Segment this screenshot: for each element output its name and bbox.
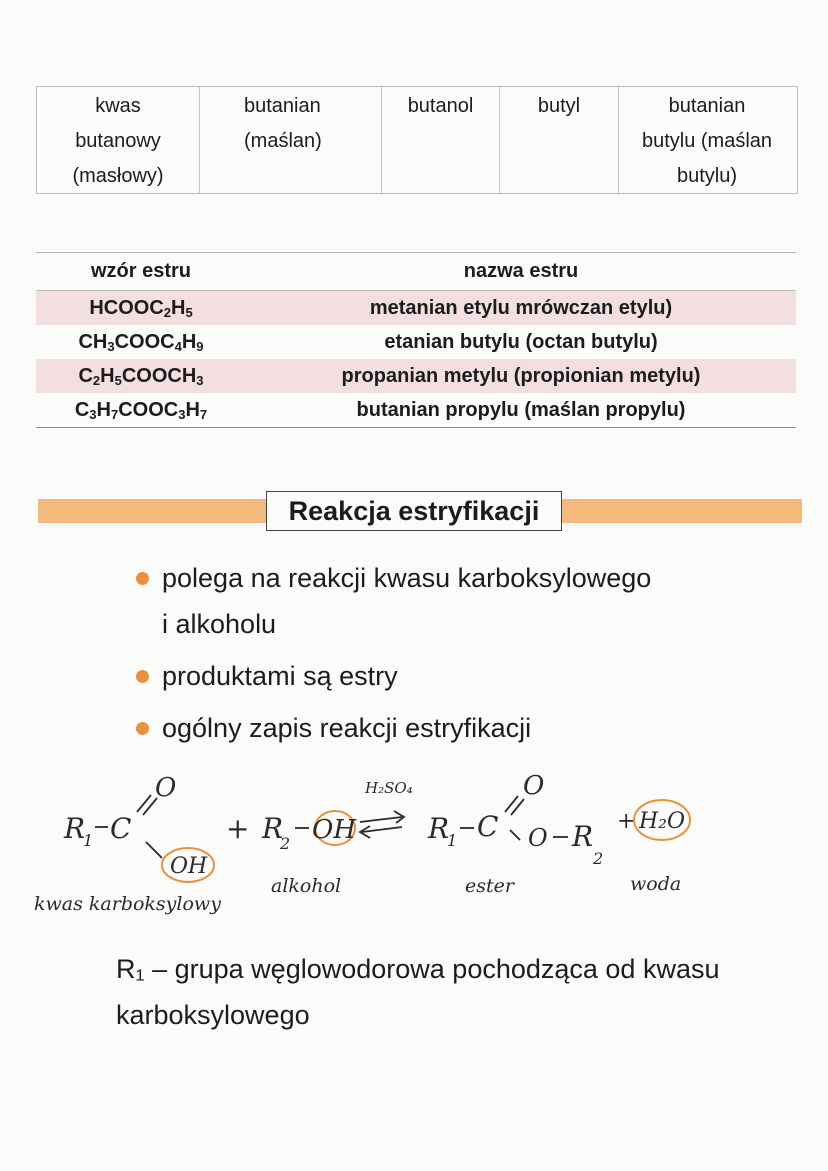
r1-subscript: 1: [83, 831, 94, 850]
ester-name: etanian butylu (octan butylu): [384, 330, 658, 353]
list-item: ogólny zapis reakcji estryfikacji: [134, 705, 651, 751]
acid-oh: OH: [170, 854, 208, 879]
ester-oxygen: O: [523, 771, 545, 801]
ester-r2-label: R: [572, 820, 594, 853]
section-bar-right: [562, 499, 802, 523]
table-row: [36, 359, 796, 393]
ester-formula: $HCOOC_2H_5$: [89, 296, 193, 320]
section-bar-left: [38, 499, 266, 523]
ester-table: [36, 252, 796, 428]
list-item: produktami są estry: [134, 653, 651, 699]
section-title: Reakcja estryfikacji: [266, 491, 562, 531]
r1-label: R: [64, 812, 86, 845]
label-water: woda: [630, 873, 682, 895]
cell-group: butyl: [500, 87, 619, 193]
label-acid: kwas karboksylowy: [34, 893, 221, 915]
acid-oxygen: O: [155, 773, 177, 803]
water-formula: H₂O: [639, 809, 686, 834]
catalyst-label: H₂SO₄: [365, 779, 413, 797]
ester-oxygen-bridge: O: [528, 824, 548, 852]
header-formula: wzór estru: [90, 260, 192, 282]
bond-c-oh: [146, 842, 162, 858]
reaction-scheme: [0, 760, 828, 930]
ester-name: butanian propylu (maślan propylu): [356, 398, 686, 421]
table-row: [36, 325, 796, 359]
ester-r1-label: R: [428, 812, 450, 845]
ester-formula: $CH_3COOC_4H_9$: [78, 330, 204, 354]
plus-sign: +: [617, 809, 636, 834]
label-alcohol: alkohol: [271, 875, 342, 897]
plus-sign: +: [226, 812, 250, 845]
bullet-dot-icon: [136, 670, 149, 683]
cell-ester: butanian butylu (maślan butylu): [641, 95, 773, 187]
ester-r2-subscript: 2: [593, 849, 604, 868]
cell-salt: butanian (maślan): [200, 87, 382, 193]
names-table: [36, 86, 798, 194]
ester-carbon: C: [477, 810, 499, 843]
list-item: polega na reakcji kwasu karboksylowego i alkoholu: [134, 555, 651, 647]
double-bond: [137, 795, 151, 812]
table-row: [36, 291, 796, 326]
ester-formula: $C_3H_7COOC_3H_7$: [74, 398, 208, 422]
r2-subscript: 2: [280, 834, 291, 853]
ester-r1-subscript: 1: [447, 831, 458, 850]
bond-c-o: [510, 830, 520, 840]
forward-arrow: [360, 817, 402, 822]
label-ester: ester: [465, 875, 514, 897]
r1-definition: R₁ – grupa węglowodorowa pochodząca od kwasu karboksylowego: [116, 954, 720, 1030]
header-name: nazwa estru: [463, 260, 579, 282]
ester-name: metanian etylu mrówczan etylu): [369, 296, 673, 319]
ester-name: propanian metylu (propionian metylu): [341, 364, 701, 387]
cell-acid: kwas butanowy (masłowy): [37, 87, 200, 193]
ester-formula: $C_2H_5COOCH_3$: [78, 364, 204, 388]
bullet-list: [134, 555, 651, 751]
acid-carbon: C: [110, 812, 132, 845]
table-row: [36, 393, 796, 428]
bullet-dot-icon: [136, 722, 149, 735]
alcohol-oh: OH: [312, 815, 356, 845]
r2-label: R: [262, 812, 284, 845]
bullet-dot-icon: [136, 572, 149, 585]
cell-alcohol: butanol: [382, 87, 500, 193]
